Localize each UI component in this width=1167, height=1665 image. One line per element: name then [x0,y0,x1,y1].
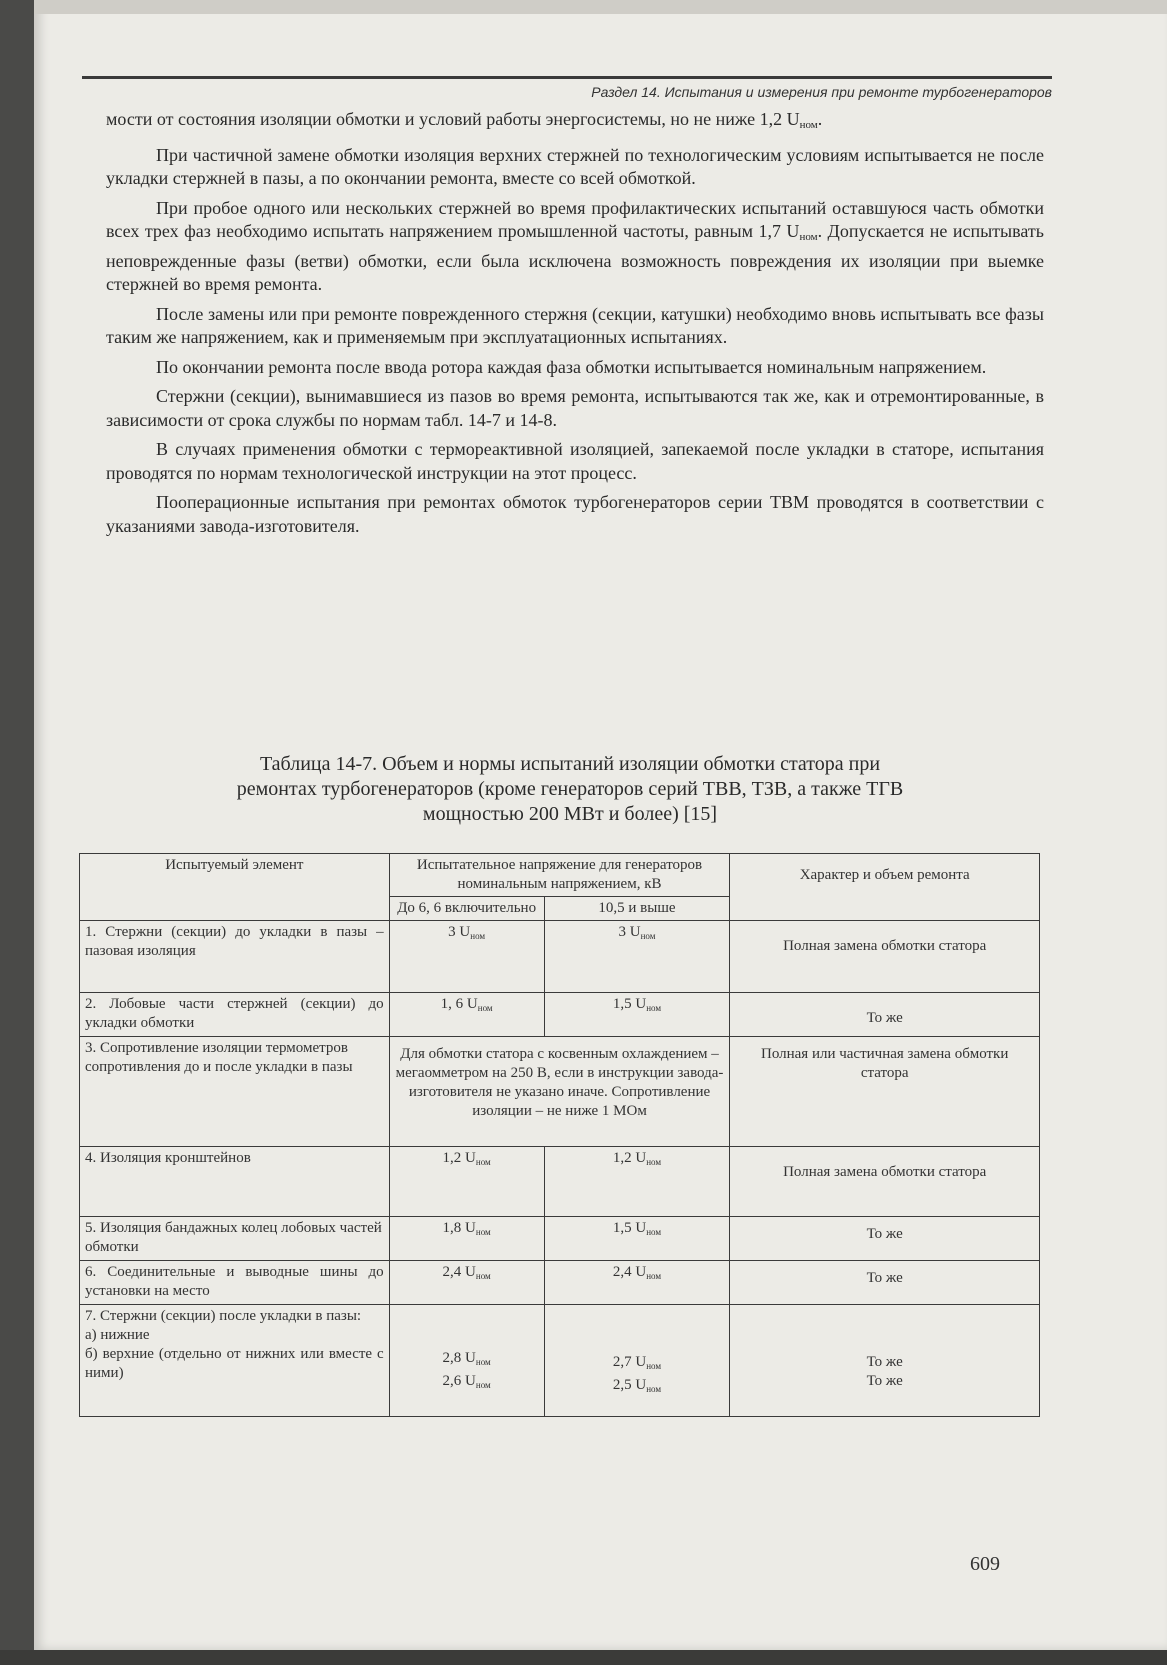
row-element: 3. Сопротивление изоляции термометров сопротивления до и после укладки в пазы [80,1037,390,1147]
table-row [80,1147,1040,1217]
paragraph-6: Стержни (секции), вынимавшиеся из пазов во время ремонта, испытываются так же, как и отремонтированные, в зависимости от срока службы по нормам табл. 14-7 и 14-8. [106,386,1044,430]
row-repair: То же [730,1217,1040,1261]
row-high-voltage: 1,5 $U_{ном}$ [544,993,730,1037]
row-element: 6. Соединительные и выводные шины до установки на место [80,1261,390,1305]
table-row [80,1217,1040,1261]
paragraph-4: После замены или при ремонте поврежденного стержня (секции, катушки) необходимо вновь испытывать все фазы таким же напряжением, как и применяемым при эксплуатационных испытаниях. [106,303,1044,347]
row-repair: То же [730,1261,1040,1305]
table-row [80,1037,1040,1147]
caption-line-3: мощностью 200 МВт и более) [15] [422,803,718,825]
row-high-voltage: 1,2 $U_{ном}$ [544,1147,730,1217]
row-repair: То же [730,993,1040,1037]
row-low-voltage: 2,8 $U_{ном}$ 2,6 $U_{ном}$ [389,1305,544,1417]
running-header [82,76,1052,100]
row-high-voltage: 2,7 $U_{ном}$ 2,5 $U_{ном}$ [544,1305,730,1417]
paragraph-8: Пооперационные испытания при ремонтах обмоток турбогенераторов серии ТВМ проводятся в соответствии с указаниями завода-изготовителя. [106,492,1044,536]
table-caption [130,752,1010,827]
paragraph-2: При частичной замене обмотки изоляция верхних стержней по технологическим условиям испытывается не после укладки стержней в пазы, а по окончании ремонта, вместе со всей обмоткой. [106,144,1044,188]
row-merged-voltage: Для обмотки статора с косвенным охлаждением –мегаомметром на 250 В, если в инструкции завода-изготовителя не указано иначе. Сопротивление изоляции – не ниже 1 МОм [389,1037,730,1147]
row-low-voltage: 1, 6 $U_{ном}$ [389,993,544,1037]
row-low-voltage: 2,4 $U_{ном}$ [389,1261,544,1305]
header-voltage: Испытательное напряжение для генераторов номинальным напряжением, кВ [389,854,730,897]
table-row [80,993,1040,1037]
header-repair: Характер и объем ремонта [730,854,1040,921]
row-repair: То же То же [730,1305,1040,1417]
row-element: 2. Лобовые части стержней (секции) до укладки обмотки [80,993,390,1037]
paragraph-5: По окончании ремонта после ввода ротора каждая фаза обмотки испытывается номинальным напряжением. [156,356,987,377]
row-high-voltage: 3 $U_{ном}$ [544,921,730,993]
scanner-bottom-edge [0,1650,1167,1665]
row-element: 1. Стержни (секции) до укладки в пазы – пазовая изоляция [80,921,390,993]
header-high-voltage: 10,5 и выше [544,897,730,921]
header-element: Испытуемый элемент [80,854,390,921]
table-row [80,1261,1040,1305]
row-element: 5. Изоляция бандажных колец лобовых частей обмотки [80,1217,390,1261]
row-high-voltage: 1,5 $U_{ном}$ [544,1217,730,1261]
running-title: Раздел 14. Испытания и измерения при ремонте турбогенераторов [591,84,1052,100]
row-low-voltage: 1,8 $U_{ном}$ [389,1217,544,1261]
row-low-voltage: 3 $U_{ном}$ [389,921,544,993]
paragraph-7: В случаях применения обмотки с термореактивной изоляцией, запекаемой после укладки в статоре, испытания проводятся по нормам технологической инструкции на этот процесс. [106,439,1044,483]
table-row [80,921,1040,993]
norms-table [79,853,1040,1417]
body-text [106,108,1044,544]
page-number: 609 [970,1553,1000,1575]
row-repair: Полная или частичная замена обмотки статора [730,1037,1040,1147]
row-repair: Полная замена обмотки статора [730,921,1040,993]
caption-line-2: ремонтах турбогенераторов (кроме генераторов серий ТВВ, ТЗВ, а также ТГВ [236,778,904,800]
caption-line-1: Таблица 14-7. Объем и нормы испытаний изоляции обмотки статора при [259,753,881,775]
row-repair: Полная замена обмотки статора [730,1147,1040,1217]
row-high-voltage: 2,4 $U_{ном}$ [544,1261,730,1305]
row-element: 7. Стержни (секции) после укладки в пазы: а) нижние б) верхние (отдельно от нижних или вместе с ними) [80,1305,390,1417]
paragraph-3: При пробое одного или нескольких стержней во время профилактических испытаний оставшуюся часть обмотки всех трех фаз необходимо испытать напряжением промышленной частоты, равным 1,7 $U_{ном}$. Допускается не испытывать неповрежденные фазы (ветви) обмотки, если была исключена возможность повреждения их изоляции при выемке стержней во время ремонта. [106,197,1044,294]
header-low-voltage: До 6, 6 включительно [389,897,544,921]
table-row [80,1305,1040,1417]
row-low-voltage: 1,2 $U_{ном}$ [389,1147,544,1217]
table-header-row [80,854,1040,897]
row-element: 4. Изоляция кронштейнов [80,1147,390,1217]
paragraph-1: мости от состояния изоляции обмотки и условий работы энергосистемы, но не ниже 1,2 $U_{ном}$. [106,109,823,131]
page-top-edge [34,0,1167,14]
